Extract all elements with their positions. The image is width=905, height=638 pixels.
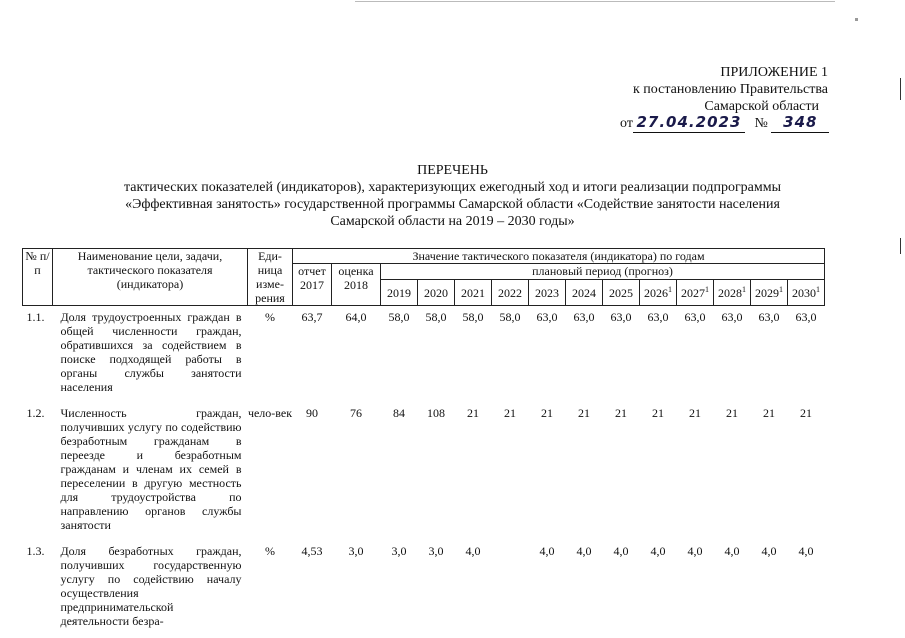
appendix-line1: к постановлению Правительства (632, 82, 828, 97)
header-report (293, 264, 332, 306)
header-plan-group: плановый период (прогноз) (381, 264, 825, 280)
header-year-2027 (677, 280, 714, 306)
header-year-label: 2020 (424, 285, 448, 300)
indicator-value: 21 (763, 406, 775, 420)
header-year-label: 2026 (644, 285, 668, 300)
header-report-label: отчет (298, 264, 326, 278)
indicator-name: Доля безработных граждан, получивших государственную услугу по содействию началу осуществления предпринимательской деятельности безра- (60, 544, 242, 628)
header-year-label: 2025 (609, 285, 633, 300)
indicator-value: 4,0 (576, 544, 592, 558)
table-row (23, 540, 825, 636)
title-line3: Самарской области на 2019 – 2030 годы» (330, 214, 575, 229)
indicator-value: 63,0 (721, 310, 743, 324)
indicator-value: 21 (578, 406, 590, 420)
appendix-block (633, 64, 828, 115)
header-year-2026 (640, 280, 677, 306)
indicator-value (492, 540, 529, 636)
footnote-mark: 1 (816, 284, 820, 294)
number-underline (771, 113, 829, 133)
header-year-2028 (714, 280, 751, 306)
indicator-value: 64,0 (345, 310, 367, 324)
appendix-title: ПРИЛОЖЕНИЕ 1 (720, 65, 828, 80)
indicator-value: 21 (726, 406, 738, 420)
indicator-value: 58,0 (499, 310, 521, 324)
indicator-unit: чело-век (247, 406, 293, 420)
header-estimate-year: 2018 (344, 278, 368, 292)
indicator-value: 63,7 (301, 310, 323, 324)
document-title (0, 162, 905, 230)
indicator-value: 58,0 (462, 310, 484, 324)
indicator-value: 63,0 (684, 310, 706, 324)
header-year-label: 2019 (387, 285, 411, 300)
header-year-2030 (788, 280, 825, 306)
indicator-value: 84 (393, 406, 405, 420)
header-year-label: 2023 (535, 285, 559, 300)
indicator-value: 58,0 (425, 310, 447, 324)
handwritten-date: 27.04.2023 (636, 113, 742, 131)
indicator-value: 21 (689, 406, 701, 420)
title-line2: «Эффективная занятость» государственной программы Самарской области «Содействие занятости населения (125, 197, 780, 212)
header-year-label: 2022 (498, 285, 522, 300)
header-year-label: 2024 (572, 285, 596, 300)
indicator-value: 4,0 (761, 544, 777, 558)
indicator-value: 4,53 (301, 544, 323, 558)
table-body (23, 306, 825, 637)
header-report-year: 2017 (300, 278, 324, 292)
indicator-value: 63,0 (647, 310, 669, 324)
indicator-value: 4,0 (724, 544, 740, 558)
number-label: № (754, 116, 768, 131)
header-num: № п/п (23, 249, 53, 306)
header-year-2025 (603, 280, 640, 306)
header-year-label: 2030 (792, 285, 816, 300)
appendix-date-row (620, 113, 829, 133)
indicator-value: 4,0 (798, 544, 814, 558)
indicator-value: 21 (652, 406, 664, 420)
indicator-name: Доля трудоустроенных граждан в общей численности граждан, обратившихся за содействием в поиске подходящей работы в органы службы занятости населения (60, 310, 242, 394)
date-from-label: от (620, 116, 633, 131)
indicator-value: 4,0 (687, 544, 703, 558)
indicator-value: 63,0 (795, 310, 817, 324)
header-year-2019 (381, 280, 418, 306)
indicator-value: 4,0 (539, 544, 555, 558)
header-unit: Еди-ница изме-рения (248, 249, 293, 306)
footnote-mark: 1 (742, 284, 746, 294)
header-year-label: 2028 (718, 285, 742, 300)
scan-edge-line (355, 1, 835, 2)
table-row (23, 402, 825, 540)
header-values-group: Значение тактического показателя (индикатора) по годам (293, 249, 825, 264)
indicators-table (22, 248, 825, 636)
header-estimate-label: оценка (338, 264, 374, 278)
indicator-value: 21 (504, 406, 516, 420)
indicator-value: 108 (427, 406, 445, 420)
indicator-value: 21 (541, 406, 553, 420)
indicator-value: 4,0 (465, 544, 481, 558)
header-year-label: 2029 (755, 285, 779, 300)
header-year-2029 (751, 280, 788, 306)
header-year-2023 (529, 280, 566, 306)
footnote-mark: 1 (779, 284, 783, 294)
title-line1: тактических показателей (индикаторов), характеризующих ежегодный ход и итоги реализации подпрограммы (123, 180, 782, 195)
indicator-value: 4,0 (650, 544, 666, 558)
indicator-value: 3,0 (428, 544, 444, 558)
header-year-2024 (566, 280, 603, 306)
table-header (23, 249, 825, 306)
indicator-unit: % (265, 310, 275, 324)
indicator-name: Численность граждан, получивших услугу по содействию безработным гражданам в переезде и безработным гражданам и членам их семей в переселении в другую местность для трудоустройства по направлению органов службы занятости (60, 406, 242, 532)
indicator-value: 4,0 (613, 544, 629, 558)
title-heading: ПЕРЕЧЕНЬ (417, 163, 488, 178)
scan-edge-mark (900, 238, 901, 254)
indicator-value: 63,0 (610, 310, 632, 324)
indicator-value: 63,0 (758, 310, 780, 324)
header-year-label: 2021 (461, 285, 485, 300)
indicator-value: 63,0 (573, 310, 595, 324)
indicator-value: 21 (800, 406, 812, 420)
indicator-value: 3,0 (391, 544, 407, 558)
indicator-value: 58,0 (388, 310, 410, 324)
indicator-value: 90 (306, 406, 318, 420)
row-number: 1.1. (26, 310, 45, 324)
footnote-mark: 1 (668, 284, 672, 294)
indicator-value: 3,0 (348, 544, 364, 558)
table-row (23, 306, 825, 403)
row-number: 1.2. (26, 406, 45, 420)
appendix-line2: Самарской области (704, 99, 819, 114)
header-year-2020 (418, 280, 455, 306)
footnote-mark: 1 (705, 284, 709, 294)
indicator-value: 21 (467, 406, 479, 420)
indicator-value: 76 (350, 406, 362, 420)
indicator-value: 63,0 (536, 310, 558, 324)
header-estimate (332, 264, 381, 306)
date-underline (633, 113, 745, 133)
handwritten-number: 348 (783, 113, 818, 131)
scan-edge-mark (900, 78, 901, 100)
header-name: Наименование цели, задачи, тактического показателя (индикатора) (53, 249, 248, 306)
indicator-unit: % (265, 544, 275, 558)
header-year-label: 2027 (681, 285, 705, 300)
indicator-value: 21 (615, 406, 627, 420)
header-year-2022 (492, 280, 529, 306)
header-year-2021 (455, 280, 492, 306)
row-number: 1.3. (26, 544, 45, 558)
scan-speck (855, 18, 858, 21)
